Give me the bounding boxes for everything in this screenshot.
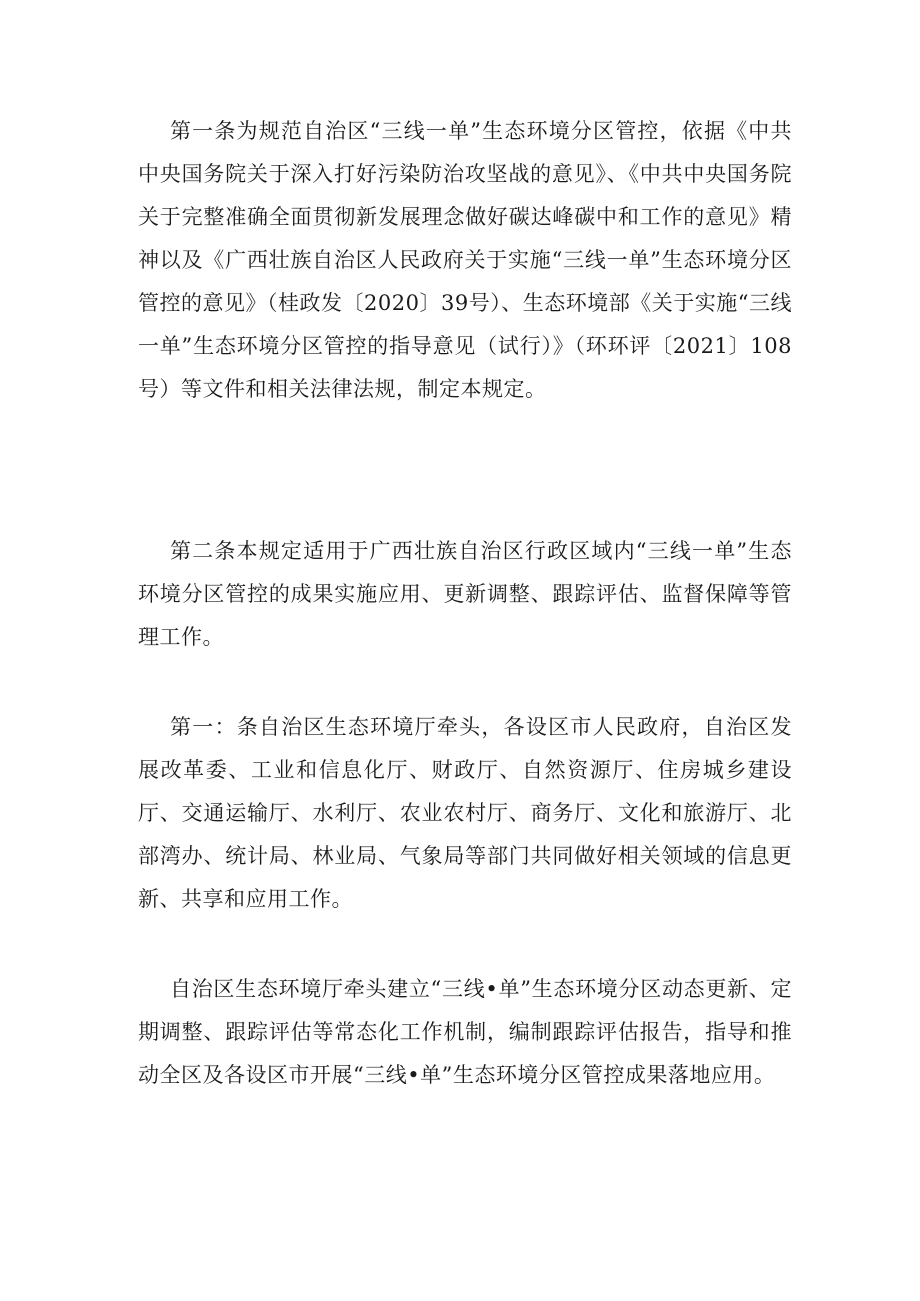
- article-3-paragraph: 第一：条自治区生态环境厅牵头，各设区市人民政府，自治区发展改革委、工业和信息化厅、财政厅、自然资源厅、住房城乡建设厅、交通运输厅、水利厅、农业农村厅、商务厅、文化和旅游厅、北部湾办、统计局、林业局、气象局等部门共同做好相关领域的信息更新、共享和应用工作。: [138, 715, 792, 911]
- article-2-paragraph: 第二条本规定适用于广西壮族自治区行政区域内“三线一单”生态环境分区管控的成果实施应用、更新调整、跟踪评估、监督保障等管理工作。: [138, 539, 792, 649]
- article-1-paragraph: 第一条为规范自治区“三线一单”生态环境分区管控，依据《中共中央国务院关于深入打好污染防治攻坚战的意见》、《中共中央国务院关于完整准确全面贯彻新发展理念做好碳达峰碳中和工作的意见》精神以及《广西壮族自治区人民政府关于实施“三线一单”生态环境分区管控的意见》（桂政发〔2020〕39号）、生态环境部《关于实施“三线一单”生态环境分区管控的指导意见（试行）》（环环评〔2021〕108号）等文件和相关法律法规，制定本规定。: [138, 119, 792, 401]
- mechanism-paragraph: 自治区生态环境厅牵头建立“三线•单”生态环境分区动态更新、定期调整、跟踪评估等常态化工作机制，编制跟踪评估报告，指导和推动全区及各设区市开展“三线•单”生态环境分区管控成果落地应用。: [138, 977, 792, 1087]
